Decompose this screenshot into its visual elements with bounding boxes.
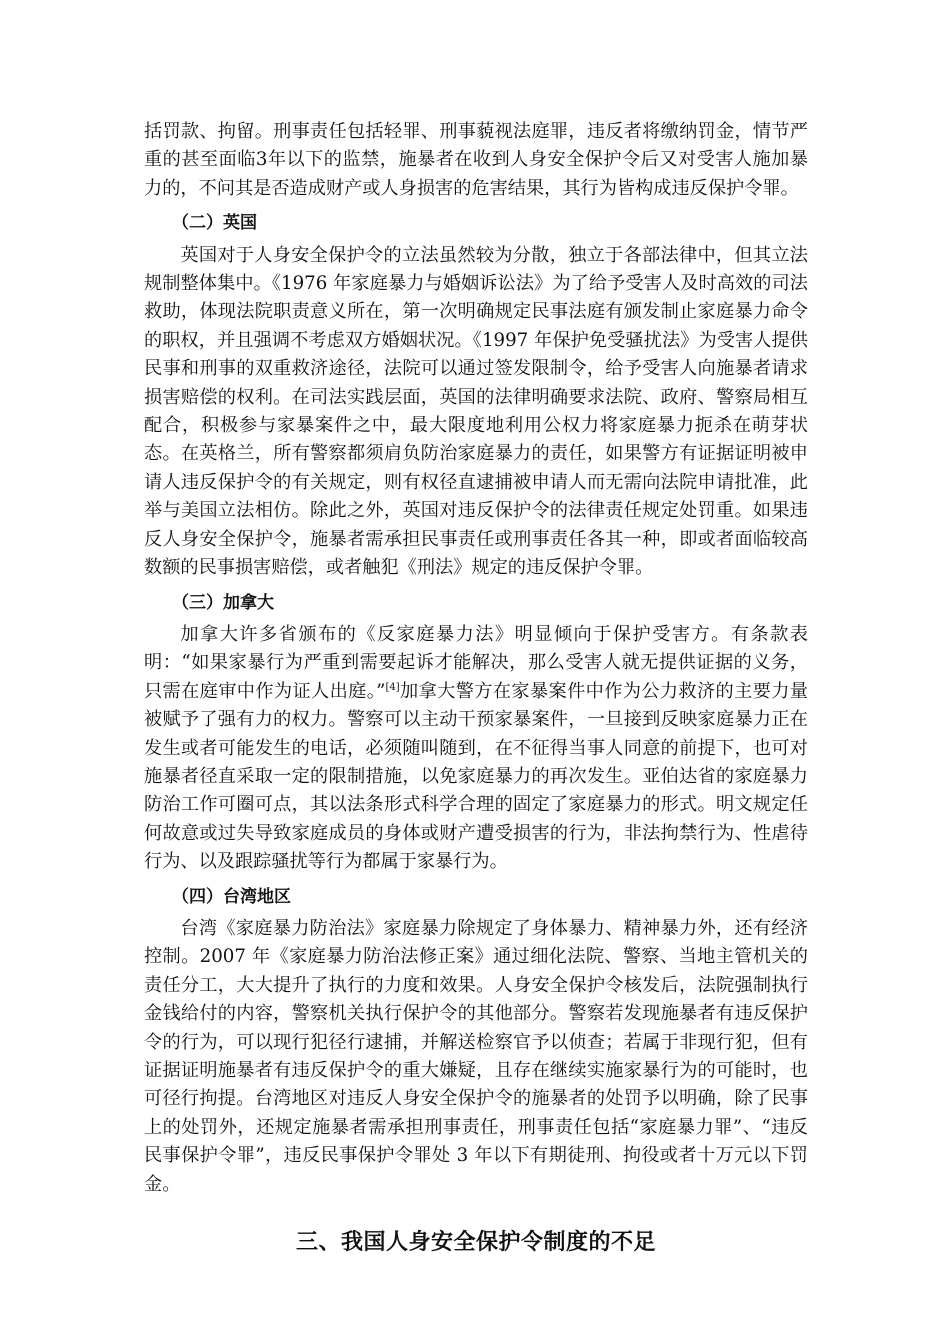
- paragraph-continued: 括罚款、拘留。刑事责任包括轻罪、刑事藐视法庭罪，违反者将缴纳罚金，情节严重的甚至面临3年以下的监禁，施暴者在收到人身安全保护令后又对受害人施加暴力的，不问其是否造成财产或人身损害的危害结果，其行为皆构成违反保护令罪。: [144, 121, 808, 199]
- section-heading-uk: （二）英国: [172, 213, 257, 234]
- citation-reference: [4]: [385, 681, 400, 693]
- paragraph-canada-part1: 加拿大许多省颁布的《反家庭暴力法》明显倾向于保护受害方。有条款表明：“如果家暴行为严重到需要起诉才能解决，那么受害人就无提供证据的义务，只需在庭审中作为证人出庭。”: [144, 623, 808, 702]
- paragraph-canada: [144, 621, 808, 877]
- paragraph-taiwan: 台湾《家庭暴力防治法》家庭暴力除规定了身体暴力、精神暴力外，还有经济控制。2007 年《家庭暴力防治法修正案》通过细化法院、警察、当地主管机关的责任分工，大大提升了执行的力度和效果。人身安全保护令核发后，法院强制执行金钱给付的内容，警察机关执行保护令的其他部分。警察若发现施暴者有违反保护令的行为，可以现行犯径行逮捕，并解送检察官予以侦查；若属于非现行犯，但有证据证明施暴者有违反保护令的重大嫌疑，且存在继续实施家暴行为的可能时，也可径行拘提。台湾地区对违反人身安全保护令的施暴者的处罚予以明确，除了民事上的处罚外，还规定施暴者需承担刑事责任，刑事责任包括“家庭暴力罪”、“违反民事保护令罪”，违反民事保护令罪处 3 年以下有期徒刑、拘役或者十万元以下罚金。: [144, 917, 808, 1195]
- section-heading-taiwan: （四）台湾地区: [172, 886, 291, 907]
- paragraph-canada-part2: 加拿大警方在家暴案件中作为公力救济的主要力量被赋予了强有力的权力。警察可以主动干预家暴案件，一旦接到反映家庭暴力正在发生或者可能发生的电话，必须随叫随到，在不征得当事人同意的前提下，也可对施暴者径直采取一定的限制措施，以免家庭暴力的再次发生。亚伯达省的家庭暴力防治工作可圈可点，其以法条形式科学合理的固定了家庭暴力的形式。明文规定任何故意或过失导致家庭成员的身体或财产遭受损害的行为，非法拘禁行为、性虐待行为、以及跟踪骚扰等行为都属于家暴行为。: [144, 680, 808, 873]
- paragraph-uk: 英国对于人身安全保护令的立法虽然较为分散，独立于各部法律中，但其立法规制整体集中。《1976 年家庭暴力与婚姻诉讼法》为了给予受害人及时高效的司法救助，体现法院职责意义所在，第一次明确规定民事法庭有颁发制止家庭暴力命令的职权，并且强调不考虑双方婚姻状况。《1997 年保护免受骚扰法》为受害人提供民事和刑事的双重救济途径，法院可以通过签发限制令，给予受害人向施暴者请求损害赔偿的权利。在司法实践层面，英国的法律明确要求法院、政府、警察局相互配合，积极参与家暴案件之中，最大限度地利用公权力将家庭暴力扼杀在萌芽状态。在英格兰，所有警察都须肩负防治家庭暴力的责任，如果警方有证据证明被申请人违反保护令的有关规定，则有权径直逮捕被申请人而无需向法院申请批准，此举与美国立法相仿。除此之外，英国对违反保护令的法律责任规定处罚重。如果违反人身安全保护令，施暴者需承担民事责任或刑事责任各其一种，即或者面临较高数额的民事损害赔偿，或者触犯《刑法》规定的违反保护令罪。: [144, 244, 808, 579]
- chapter-title: 三、我国人身安全保护令制度的不足: [295, 1230, 656, 1256]
- section-heading-canada: （三）加拿大: [172, 592, 274, 613]
- document-page: [144, 118, 808, 1256]
